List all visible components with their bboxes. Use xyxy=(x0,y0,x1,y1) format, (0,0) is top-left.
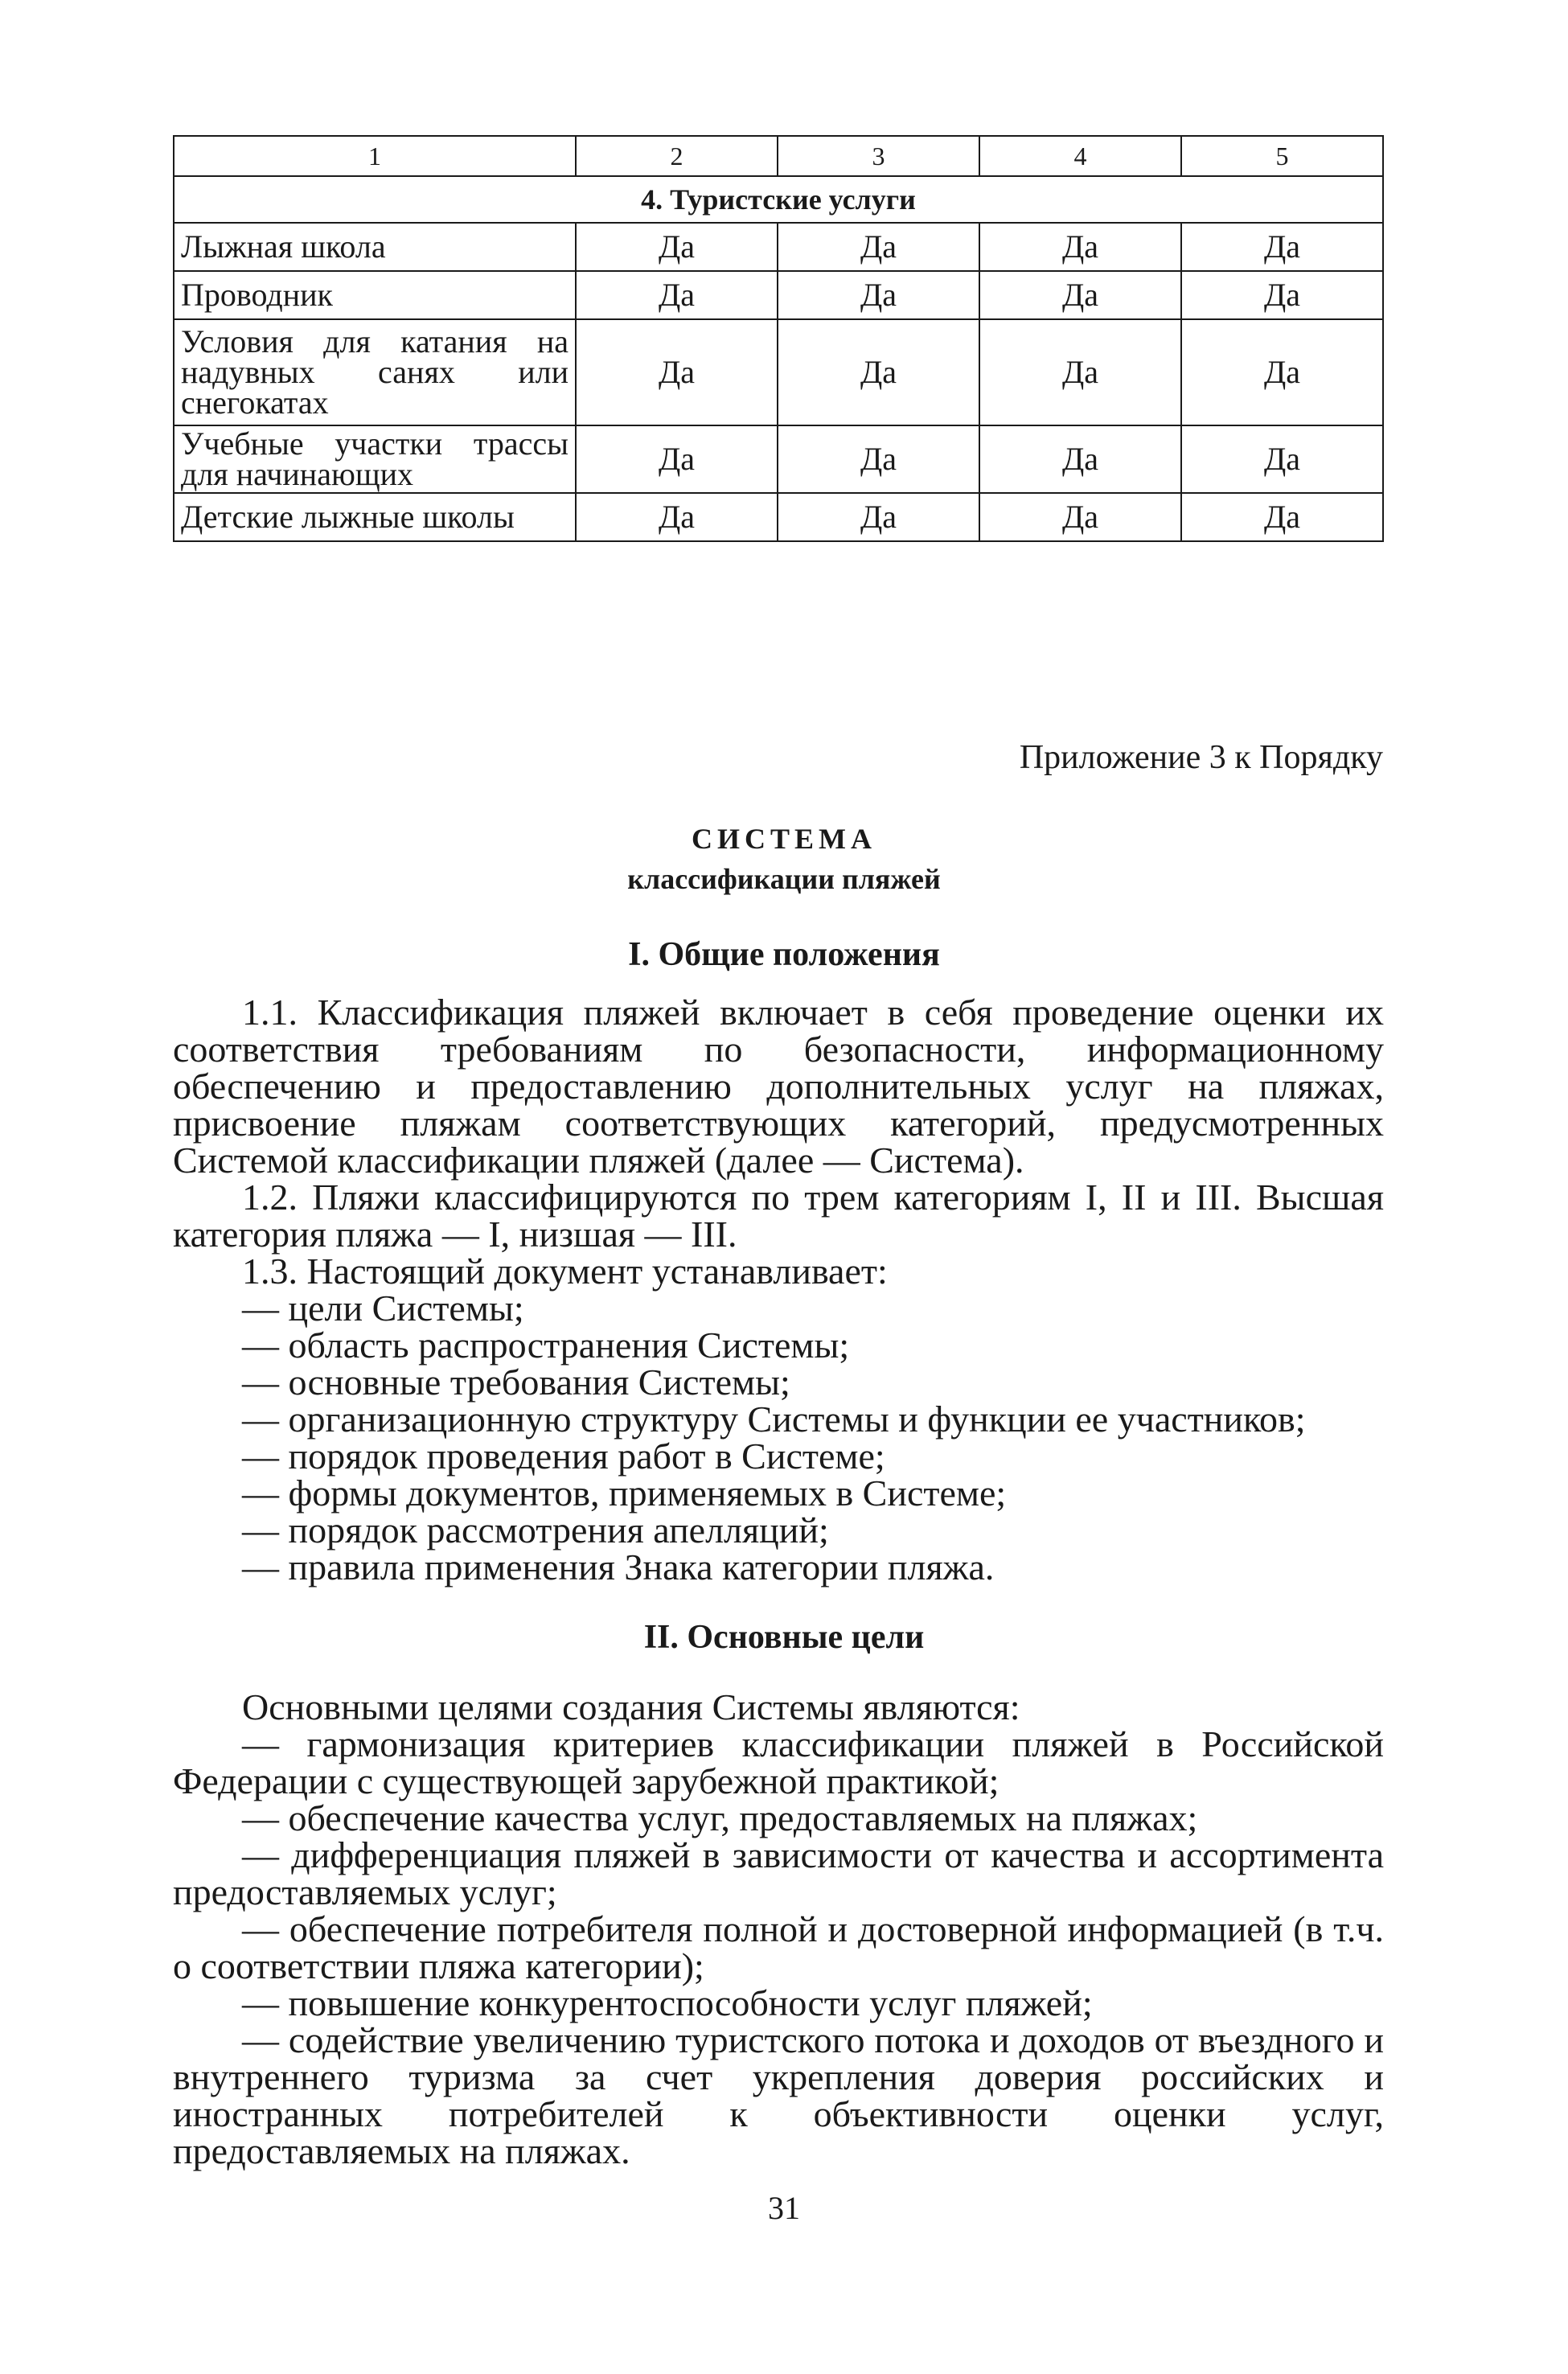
list-item: — обеспечение качества услуг, предоставляемых на пляжах; xyxy=(242,1797,1198,1838)
cell-value: Да xyxy=(1181,223,1383,271)
column-number: 4 xyxy=(979,136,1181,176)
list-item: — обеспечение потребителя полной и достоверной информацией (в т.ч. о соответствии пляжа категории); xyxy=(173,1908,1384,1986)
row-label: Детские лыжные школы xyxy=(174,493,576,541)
section2-body xyxy=(173,1686,1384,2171)
row-label: Проводник xyxy=(174,271,576,319)
table-row xyxy=(174,493,1383,541)
list-item: — цели Системы; xyxy=(242,1288,524,1329)
cell-value: Да xyxy=(576,493,778,541)
paragraph: 1.2. Пляжи классифицируются по трем категориям I, II и III. Высшая категория пляжа — I, низшая — III. xyxy=(173,1177,1384,1255)
list-item: — гармонизация критериев классификации пляжей в Российской Федерации с существующей зарубежной практикой; xyxy=(173,1723,1384,1801)
section1-body xyxy=(173,994,1384,1586)
column-number: 5 xyxy=(1181,136,1383,176)
cell-value: Да xyxy=(979,223,1181,271)
document-subtitle: классификации пляжей xyxy=(627,863,941,895)
cell-value: Да xyxy=(576,319,778,425)
cell-value: Да xyxy=(778,493,979,541)
cell-value: Да xyxy=(1181,319,1383,425)
document-title: СИСТЕМА xyxy=(692,823,876,855)
table-row xyxy=(174,319,1383,425)
cell-value: Да xyxy=(979,319,1181,425)
list-item: — формы документов, применяемых в Системе; xyxy=(242,1472,1007,1514)
cell-value: Да xyxy=(778,271,979,319)
cell-value: Да xyxy=(1181,493,1383,541)
cell-value: Да xyxy=(778,425,979,493)
row-label: Лыжная школа xyxy=(174,223,576,271)
table-row xyxy=(174,271,1383,319)
list-item: — повышение конкурентоспособности услуг пляжей; xyxy=(242,1982,1093,2023)
section-heading: I. Общие положения xyxy=(628,936,940,973)
section-row xyxy=(174,176,1383,223)
column-number: 1 xyxy=(174,136,576,176)
column-number: 2 xyxy=(576,136,778,176)
row-label: Условия для катания на надувных санях или снегокатах xyxy=(174,319,576,425)
list-item: — содействие увеличению туристского потока и доходов от въездного и внутреннего туризма за счет укрепления доверия российских и иностранных потребителей к объективности оценки услуг, предоставляемых на пляжах. xyxy=(173,2019,1384,2171)
list-item: — порядок рассмотрения апелляций; xyxy=(242,1509,829,1550)
table-row xyxy=(174,425,1383,493)
cell-value: Да xyxy=(1181,271,1383,319)
table-row xyxy=(174,223,1383,271)
section-title: 4. Туристские услуги xyxy=(174,176,1383,223)
list-item: — порядок проведения работ в Системе; xyxy=(242,1435,885,1477)
cell-value: Да xyxy=(979,425,1181,493)
row-label: Учебные участки трассы для начинающих xyxy=(174,425,576,493)
cell-value: Да xyxy=(576,425,778,493)
list-item: — дифференциация пляжей в зависимости от качества и ассортимента предоставляемых услуг; xyxy=(173,1834,1384,1912)
cell-value: Да xyxy=(979,271,1181,319)
cell-value: Да xyxy=(1181,425,1383,493)
list-item: — основные требования Системы; xyxy=(242,1362,790,1403)
paragraph: 1.3. Настоящий документ устанавливает: xyxy=(242,1251,888,1292)
list-item: — область распространения Системы; xyxy=(242,1325,850,1366)
section-heading: II. Основные цели xyxy=(643,1619,925,1656)
tourist-services-table xyxy=(173,135,1384,542)
paragraph: Основными целями создания Системы являются: xyxy=(242,1686,1020,1727)
column-number: 3 xyxy=(778,136,979,176)
cell-value: Да xyxy=(979,493,1181,541)
list-item: — правила применения Знака категории пляжа. xyxy=(242,1546,995,1587)
page-number: 31 xyxy=(768,2190,800,2226)
cell-value: Да xyxy=(576,271,778,319)
cell-value: Да xyxy=(778,319,979,425)
column-number-row xyxy=(174,136,1383,176)
cell-value: Да xyxy=(576,223,778,271)
appendix-note: Приложение 3 к Порядку xyxy=(1019,739,1383,776)
cell-value: Да xyxy=(778,223,979,271)
paragraph: 1.1. Классификация пляжей включает в себя проведение оценки их соответствия требованиям по безопасности, информационному обеспечению и предоставлению дополнительных услуг на пляжах, присвоение пляжам соответствующих категорий, предусмотренных Системой классификации пляжей (далее — Система). xyxy=(173,992,1384,1181)
list-item: — организационную структуру Системы и функции ее участников; xyxy=(242,1399,1306,1440)
